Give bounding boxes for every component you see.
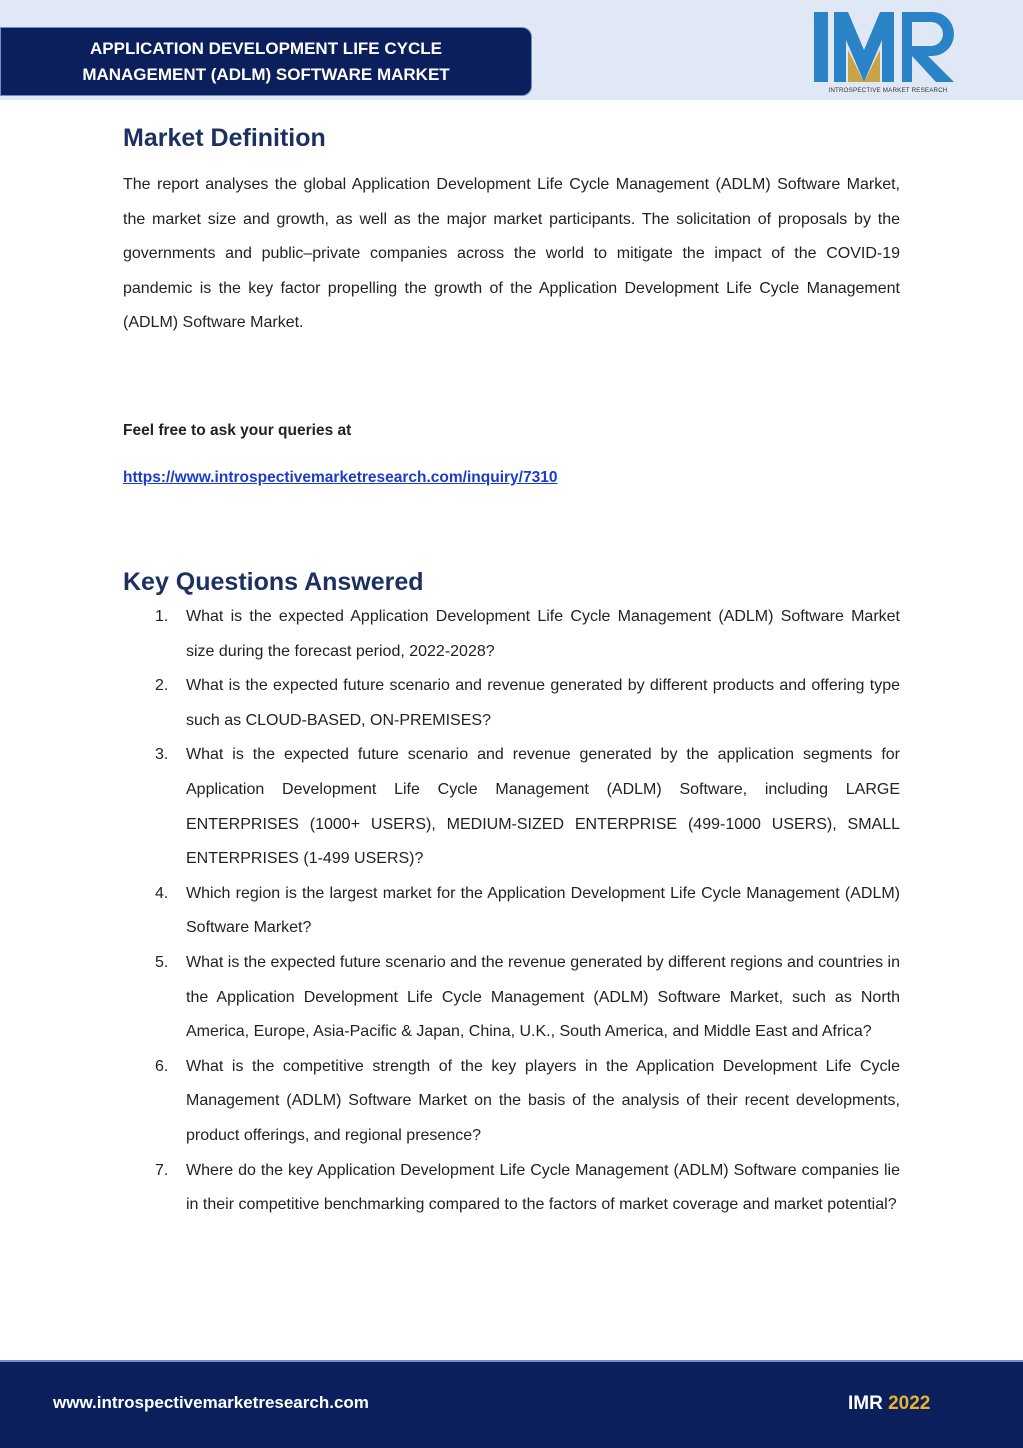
- imr-logo-mark: [812, 10, 964, 86]
- list-item-number: 3.: [155, 746, 169, 764]
- list-item-text: What is the expected future scenario and revenue generated by different products and offering type such as CLOUD-BASED, ON-PREMISES?: [186, 677, 900, 729]
- footer-year: 2022: [888, 1393, 931, 1414]
- list-item: [123, 1154, 900, 1223]
- queries-label: Feel free to ask your queries at: [123, 422, 352, 439]
- footer: [0, 1360, 1023, 1448]
- market-definition-section: [123, 124, 900, 153]
- report-title: [0, 27, 532, 96]
- list-item-text: Where do the key Application Development Life Cycle Management (ADLM) Software companies lie in their competitive benchmarking compared to the factors of market coverage and market potential?: [186, 1161, 900, 1214]
- list-item-number: 5.: [155, 953, 169, 971]
- list-item: [123, 600, 900, 669]
- list-item-number: 6.: [155, 1057, 169, 1075]
- list-item: [123, 1050, 900, 1154]
- imr-logo: [812, 10, 964, 96]
- footer-website-link[interactable]: www.introspectivemarketresearch.com: [53, 1393, 369, 1412]
- report-title-line-1: APPLICATION DEVELOPMENT LIFE CYCLE: [90, 38, 442, 58]
- list-item-number: 2.: [155, 677, 169, 695]
- list-item-text: Which region is the largest market for the Application Development Life Cycle Management (ADLM) Software Market?: [186, 884, 900, 937]
- list-item: [123, 877, 900, 946]
- list-item: [123, 946, 900, 1050]
- inquiry-link[interactable]: https://www.introspectivemarketresearch.com/inquiry/7310: [123, 469, 558, 486]
- report-title-line-2: MANAGEMENT (ADLM) SOFTWARE MARKET: [82, 64, 450, 84]
- key-questions-section: [123, 568, 900, 597]
- market-definition-paragraph: The report analyses the global Application Development Life Cycle Management (ADLM) Software Market, the market size and growth, as well as the major market participants. The solicitation of proposals by the governments and public–private companies across the world to mitigate the impact of the COVID-19 pandemic is the key factor propelling the growth of the Application Development Life Cycle Management (ADLM) Software Market.: [123, 176, 900, 332]
- list-item-text: What is the competitive strength of the key players in the Application Development Life Cycle Management (ADLM) Software Market on the basis of the analysis of their recent developments, product offerings, and regional presence?: [186, 1057, 900, 1144]
- market-definition-body: [123, 168, 900, 341]
- key-questions-list: [123, 600, 900, 1223]
- footer-brand-name: IMR: [848, 1393, 883, 1414]
- footer-brand: [848, 1393, 930, 1415]
- list-item-number: 4.: [155, 884, 169, 902]
- list-item-number: 1.: [155, 608, 169, 625]
- key-questions-heading: Key Questions Answered: [123, 568, 424, 596]
- list-item-text: What is the expected future scenario and the revenue generated by different regions and countries in the Application Development Life Cycle Management (ADLM) Software Market, such as North America, Europe, Asia-Pacific & Japan, China, U.K., South America, and Middle East and Africa?: [186, 953, 900, 1041]
- market-definition-heading: Market Definition: [123, 124, 326, 152]
- list-item: [123, 669, 900, 738]
- list-item-text: What is the expected future scenario and revenue generated by the application segments for Application Development Life Cycle Management (ADLM) Software, including LARGE ENTERPRISES (1000+ USERS), MEDIUM-SIZED ENTERPRISE (499-1000 USERS), SMALL ENTERPRISES (1-499 USERS)?: [186, 746, 900, 868]
- list-item: [123, 738, 900, 876]
- list-item-number: 7.: [155, 1161, 169, 1179]
- logo-caption: INTROSPECTIVE MARKET RESEARCH: [828, 87, 948, 94]
- list-item-text: What is the expected Application Development Life Cycle Management (ADLM) Software Market size during the forecast period, 2022-2028?: [186, 608, 900, 660]
